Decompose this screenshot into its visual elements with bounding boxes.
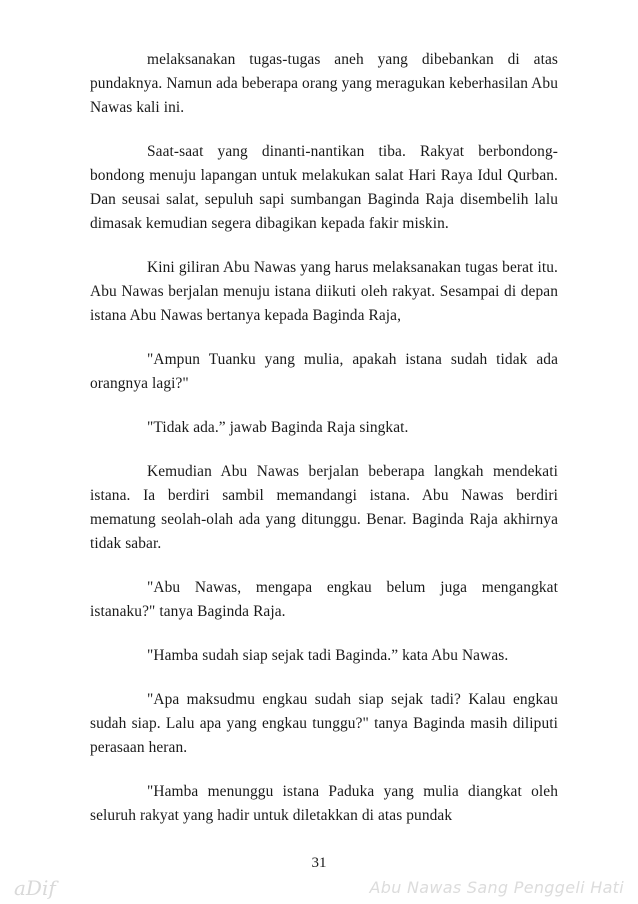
paragraph: Kemudian Abu Nawas berjalan beberapa langkah mendekati istana. Ia berdiri sambil memandangi istana. Abu Nawas berdiri mematung seolah-olah ada yang ditunggu. Benar. Baginda Raja akhirnya tidak sabar. [90, 463, 558, 552]
footer-logo: aDif [14, 876, 56, 900]
page-number: 31 [311, 855, 327, 871]
page-body [90, 48, 558, 848]
paragraph: "Tidak ada.” jawab Baginda Raja singkat. [147, 419, 409, 436]
paragraph: "Hamba sudah siap sejak tadi Baginda.” kata Abu Nawas. [147, 647, 509, 664]
paragraph: "Apa maksudmu engkau sudah siap sejak tadi? Kalau engkau sudah siap. Lalu apa yang engkau tunggu?" tanya Baginda masih diliputi perasaan heran. [90, 691, 558, 756]
paragraph: melaksanakan tugas-tugas aneh yang dibebankan di atas pundaknya. Namun ada beberapa orang yang meragukan keberhasilan Abu Nawas kali ini. [90, 51, 558, 116]
paragraph: "Hamba menunggu istana Paduka yang mulia diangkat oleh seluruh rakyat yang hadir untuk diletakkan di atas pundak [90, 783, 558, 824]
paragraph: Saat-saat yang dinanti-nantikan tiba. Rakyat berbondong-bondong menuju lapangan untuk melakukan salat Hari Raya Idul Qurban. Dan seusai salat, sepuluh sapi sumbangan Baginda Raja disembelih lalu dimasak kemudian segera dibagikan kepada fakir miskin. [90, 143, 558, 232]
footer-book-title: Abu Nawas Sang Penggeli Hati [369, 878, 624, 897]
paragraph: Kini giliran Abu Nawas yang harus melaksanakan tugas berat itu. Abu Nawas berjalan menuju istana diikuti oleh rakyat. Sesampai di depan istana Abu Nawas bertanya kepada Baginda Raja, [90, 259, 558, 324]
paragraph: "Ampun Tuanku yang mulia, apakah istana sudah tidak ada orangnya lagi?" [90, 351, 558, 392]
paragraph: "Abu Nawas, mengapa engkau belum juga mengangkat istanaku?" tanya Baginda Raja. [90, 579, 558, 620]
